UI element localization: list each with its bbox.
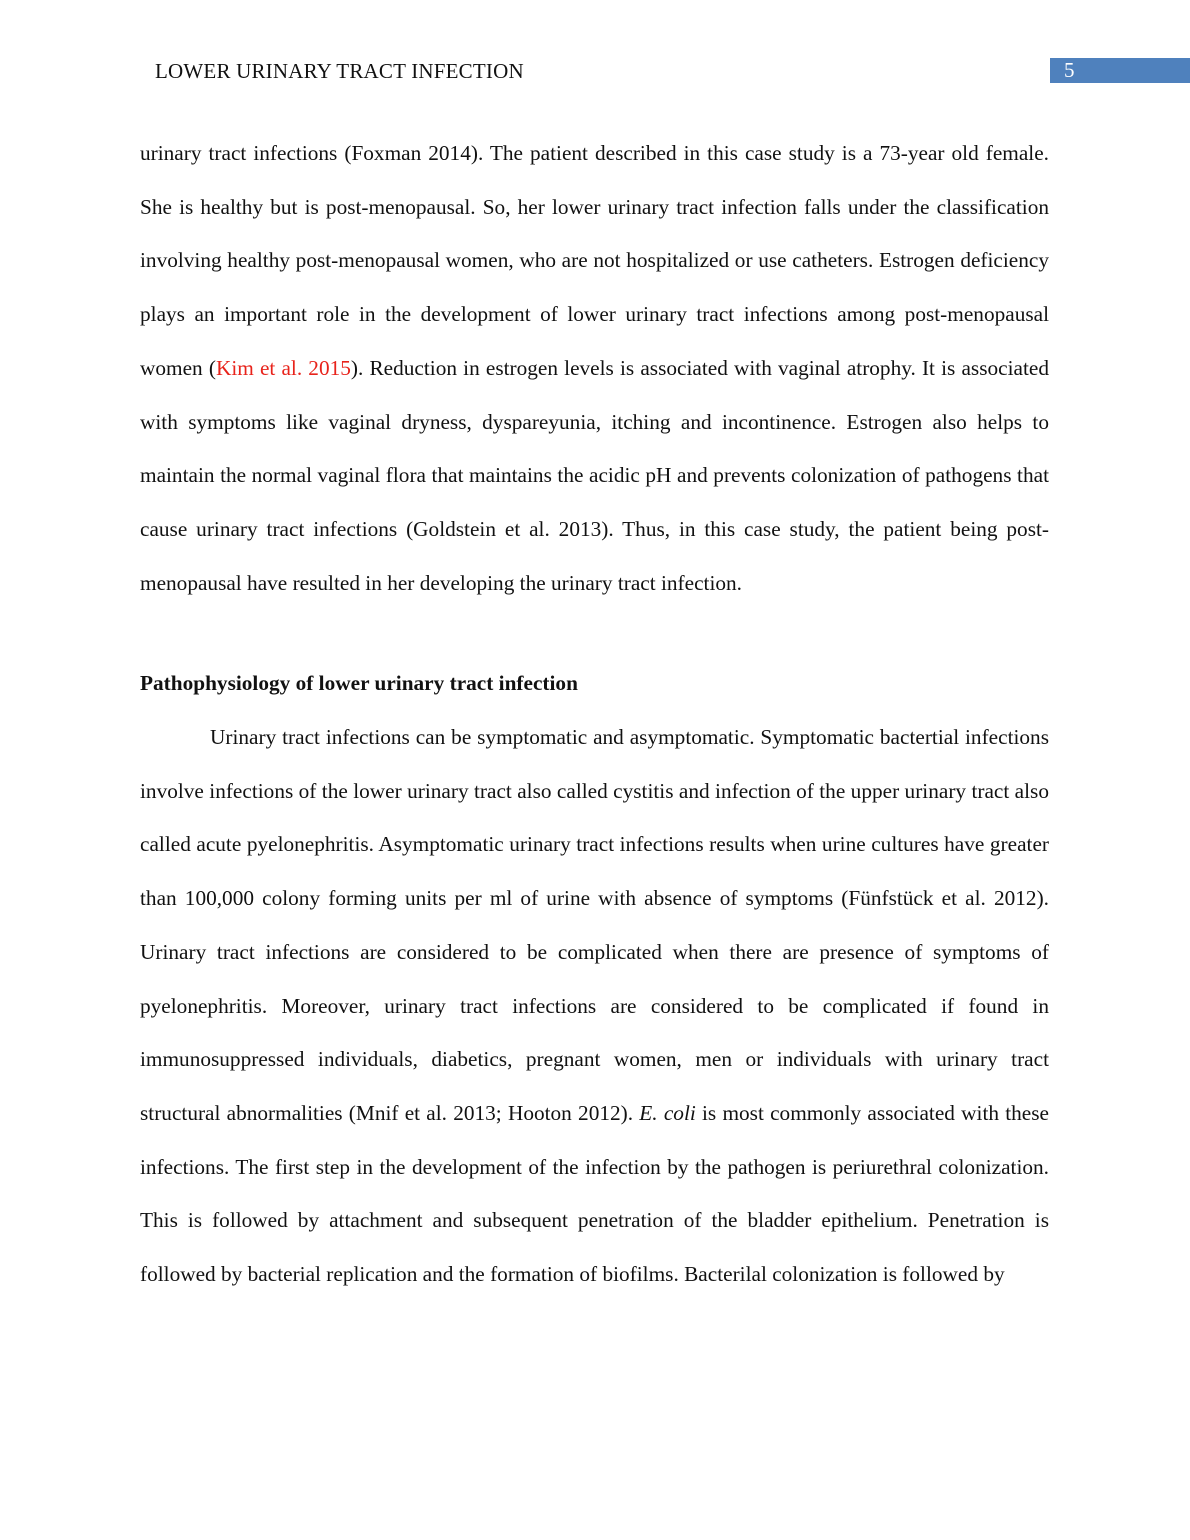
paragraph-pathophysiology <box>140 711 1049 1302</box>
paragraph-foxman <box>140 127 1049 610</box>
citation-kim-2015: Kim et al. 2015 <box>215 355 351 380</box>
paragraph-text: is most commonly associated with these infections. The first step in the development of the infection by the pathogen is periurethral colonization. This is followed by attachment and subsequent penetration of the bladder epithelium. Penetration is followed by bacterial replication and the formation of biofilms. Bacterilal colonization is followed by <box>140 1100 1049 1287</box>
paragraph-text: Urinary tract infections can be symptomatic and asymptomatic. Symptomatic bactertial infections involve infections of the lower urinary tract also called cystitis and infection of the upper urinary tract also called acute pyelonephritis. Asymptomatic urinary tract infections results when urine cultures have greater than 100,000 colony forming units per ml of urine with absence of symptoms (Fünfstück et al. 2012). Urinary tract infections are considered to be complicated when there are presence of symptoms of pyelonephritis. Moreover, urinary tract infections are considered to be complicated if found in immunosuppressed individuals, diabetics, pregnant women, men or individuals with urinary tract structural abnormalities (Mnif et al. 2013; Hooton 2012). <box>140 725 1049 1125</box>
organism-name: E. coli <box>639 1100 696 1125</box>
document-body <box>140 127 1049 1302</box>
paragraph-text: ). Reduction in estrogen levels is associated with vaginal atrophy. It is associated with symptoms like vaginal dryness, dyspareyunia, itching and incontinence. Estrogen also helps to maintain the normal vaginal flora that maintains the acidic pH and prevents colonization of pathogens that cause urinary tract infections (Goldstein et al. 2013). Thus, in this case study, the patient being post-menopausal have resulted in her developing the urinary tract infection. <box>140 355 1049 595</box>
paragraph-text: urinary tract infections (Foxman 2014). The patient described in this case study is a 73-year old female. She is healthy but is post-menopausal. So, her lower urinary tract infection falls under the classification involving healthy post-menopausal women, who are not hospitalized or use catheters. Estrogen deficiency plays an important role in the development of lower urinary tract infections among post-menopausal women ( <box>140 141 1049 380</box>
running-head: LOWER URINARY TRACT INFECTION <box>155 59 524 83</box>
section-heading: Pathophysiology of lower urinary tract infection <box>140 671 578 696</box>
page-number: 5 <box>1050 58 1190 83</box>
